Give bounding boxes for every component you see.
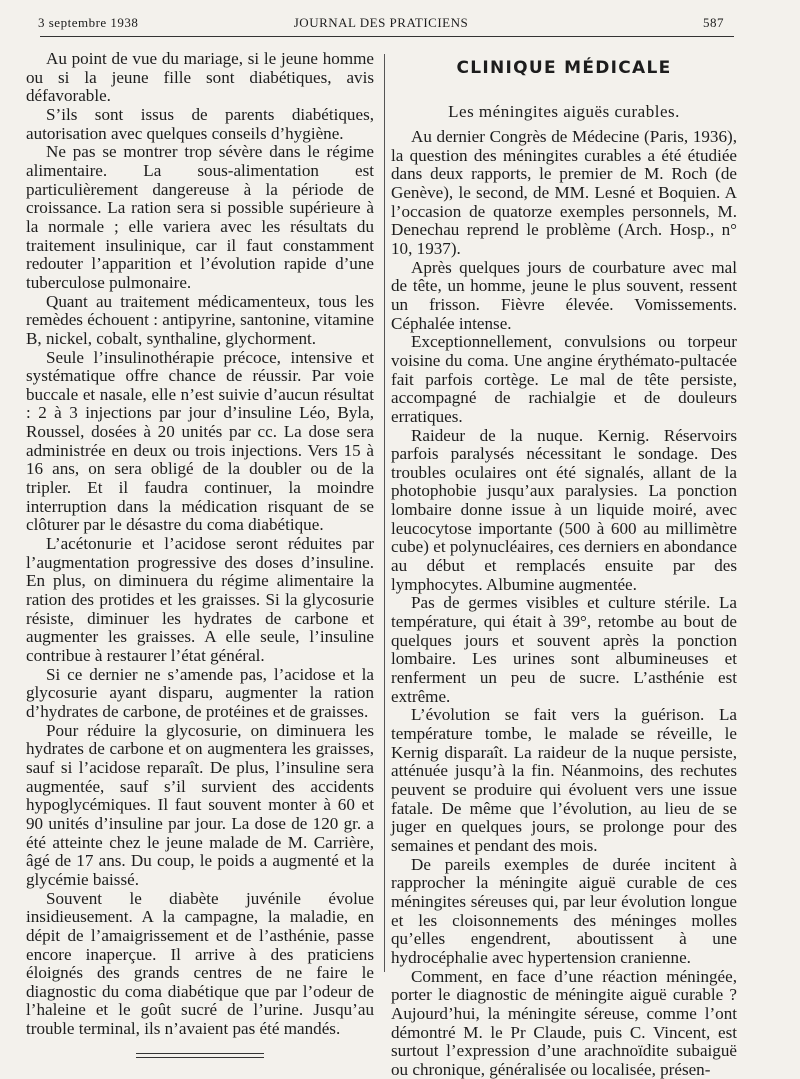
paragraph: Souvent le diabète juvénile évolue insidieusement. A la campagne, la maladie, en dépit de l’amaigrissement et de l’asthénie, passe encore inaperçue. Il arrive à des praticiens éloignés des grands centres de ne faire le diagnostic du coma diabétique que par l’odeur de l’haleine et le goût sucré de l’urine. Jusqu’au trouble terminal, ils n’avaient pas été mandés. [26,888,374,1039]
paragraph: Exceptionnellement, convulsions ou torpeur voisine du coma. Une angine érythémato-pultacée fait parfois cortège. Le mal de tête persiste, accompagné de rachialgie et de douleurs erratiques. [391,332,737,426]
running-header [38,15,724,35]
header-rule [40,36,734,37]
paragraph: L’évolution se fait vers la guérison. La température tombe, le malade se réveille, le Kernig disparaît. La raideur de la nuque persiste, atténuée jusqu’à la fin. Néanmoins, des rechutes peuvent se produire qui évoluent vers une issue fatale. De même que l’évolution, au lieu de se juger en quelques jours, se prolonge pour des semaines et pendant des mois. [391,705,737,855]
paragraph: Après quelques jours de courbature avec mal de tête, un homme, jeune le plus souvent, ressent un frisson. Fièvre élevée. Vomissements. Céphalée intense. [391,257,737,333]
issue-date: 3 septembre 1938 [38,15,139,30]
paragraph: Au dernier Congrès de Médecine (Paris, 1936), la question des méningites curables a été étudiée dans deux rapports, le premier de M. Roch (de Genève), le second, de MM. Lesné et Boquien. A l’occasion de quatorze exemples personnels, M. Denechau reprend le problème (Arch. Hosp., n° 10, 1937). [391,127,737,258]
column-divider [384,54,385,972]
paragraph: Ne pas se montrer trop sévère dans le régime alimentaire. La sous-alimentation est particulièrement dangereuse à la période de croissance. La ration sera si possible supérieure à la normale ; elle variera avec les résultats du traitement insulinique, car il faut constamment redouter l’apparition et l’évolution rapide d’une tuberculose pulmonaire. [26,142,374,292]
paragraph: Pas de germes visibles et culture stérile. La température, qui était à 39°, retombe au bout de quelques jours et souvent après la ponction lombaire. Les urines sont albumineuses et renferment un peu de sucre. L’asthénie est extrême. [391,593,737,706]
paragraph: Au point de vue du mariage, si le jeune homme ou si la jeune fille sont diabétiques, avis défavorable. [26,49,374,106]
paragraph: Pour réduire la glycosurie, on diminuera les hydrates de carbone et on augmentera les graisses, sauf si l’acidose reparaît. De plus, l’insuline sera augmentée, sauf s’il survient des accidents hypoglycémiques. Il faut souvent monter à 60 et 90 unités d’insuline par jour. La dose de 120 gr. a été atteinte chez le jeune malade de M. Carrière, âgé de 17 ans. Du coup, le poids a augmenté et la glycémie baissé. [26,720,374,889]
paragraph: Seule l’insulinothérapie précoce, intensive et systématique offre chance de réussir. Par voie buccale et nasale, elle n’est suivie d’aucun résultat : 2 à 3 injections par jour d’insuline Léo, Byla, Roussel, dosées à 20 unités par cc. La dose sera administrée en deux ou trois injections. Vers 15 à 16 ans, on sera obligé de la doubler ou de la tripler. Et il faudra continuer, la moindre interruption dans la médication risquant de se clôturer par le désastre du coma diabétique. [26,347,374,535]
paragraph: Si ce dernier ne s’amende pas, l’acidose et la glycosurie ayant disparu, augmenter la ration d’hydrates de carbone, de protéines et de graisses. [26,664,374,721]
journal-title: JOURNAL DES PRATICIENS [293,15,469,30]
paragraph: De pareils exemples de durée incitent à rapprocher la méningite aiguë curable de ces méningites séreuses qui, par leur évolution longue et les cloisonnements des méninges molles qu’elles engendrent, aboutissent à une hydrocéphalie avec hypertension cranienne. [391,854,737,967]
article-title: Les méningites aiguës curables. [448,102,680,121]
paragraph: L’acétonurie et l’acidose seront réduites par l’augmentation progressive des doses d’insuline. En plus, on diminuera du régime alimentaire la ration des protides et les graisses. Si la glycosurie résiste, diminuer les hydrates de carbone et augmenter les graisses. A elle seule, l’insuline contribue à restaurer l’état général. [26,534,374,665]
left-column [26,50,374,1055]
paragraph: Comment, en face d’une réaction méningée, porter le diagnostic de méningite aiguë curable ? Aujourd’hui, la méningite séreuse, comme l’ont démontré M. le Pr Claude, puis C. Vincent, est surtout l’expression d’une arachnoïdite subaiguë ou chronique, généralisée ou localisée, présen- [391,966,737,1079]
section-title: CLINIQUE MÉDICALE [456,58,672,78]
right-column [391,128,737,1079]
paragraph: S’ils sont issus de parents diabétiques, autorisation avec quelques conseils d’hygiène. [26,104,374,143]
page-number: 587 [703,15,724,30]
end-rule [136,1057,264,1058]
end-rule [136,1053,264,1054]
paragraph: Raideur de la nuque. Kernig. Réservoirs parfois paralysés nécessitant le sondage. Des troubles oculaires ont été signalés, allant de la photophobie jusqu’aux paralysies. La ponction lombaire donne issue à un liquide moiré, avec leucocytose importante (500 à 600 au millimètre cube) et polynucléaires, ces derniers en abondance au début et remplacés ensuite par des lymphocytes. Albumine augmentée. [391,425,737,594]
paragraph: Quant au traitement médicamenteux, tous les remèdes échouent : antipyrine, santonine, vitamine B, nickel, cobalt, synthaline, glychorment. [26,291,374,348]
